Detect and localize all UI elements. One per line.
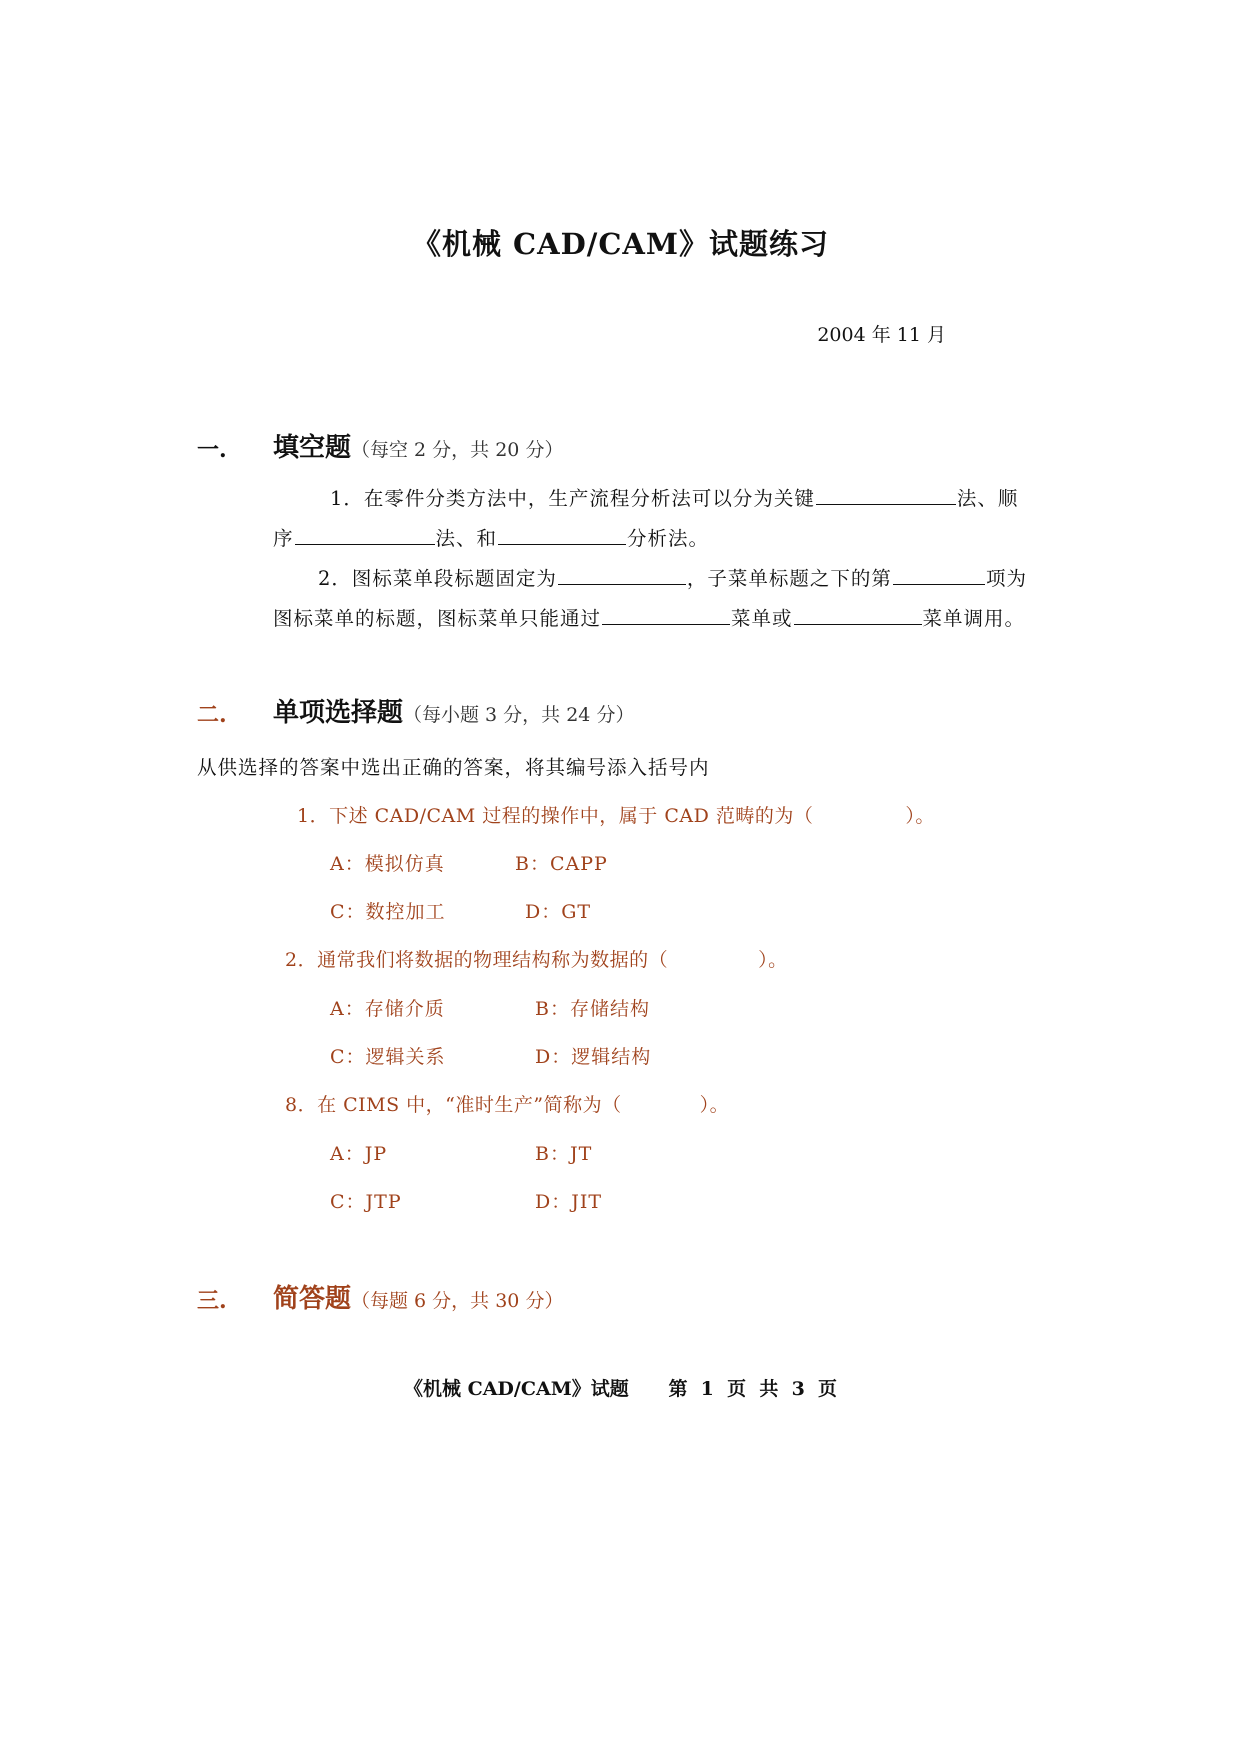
answer-blank [794, 604, 922, 625]
footer-exam-name: 《机械 CAD/CAM》试题 [403, 1378, 629, 1400]
q1-option-d: D：GT [525, 901, 592, 923]
choice-question-2 [285, 945, 788, 972]
section1-heading [273, 427, 563, 464]
answer-blank [295, 524, 435, 545]
section3-title: 简答题 [273, 1284, 352, 1314]
section1-note: （每空 2 分，共 20 分） [351, 439, 564, 461]
q1-option-c: C：数控加工 [330, 901, 446, 923]
section3-number: 三. [197, 1288, 227, 1314]
question-stem-end: ）。 [905, 805, 935, 827]
section2-note: （每小题 3 分，共 24 分） [403, 704, 635, 726]
section2-heading [273, 692, 634, 729]
s1-q1-line2 [273, 523, 709, 551]
s1-q2-l2-end: 菜单调用。 [922, 607, 1026, 630]
q8-option-d: D：JIT [535, 1191, 603, 1213]
section2-number: 二. [197, 702, 227, 728]
s1-q2-l2-mid: 菜单或 [731, 607, 793, 630]
q2-option-d: D：逻辑结构 [535, 1046, 652, 1068]
answer-blank [816, 484, 956, 505]
q8-option-c: C：JTP [330, 1191, 402, 1213]
section3-heading [273, 1278, 563, 1315]
s1-q2-line1 [318, 563, 1027, 591]
q1-option-a: A：模拟仿真 [330, 853, 445, 875]
question-stem-end: ）。 [758, 949, 788, 971]
s1-q2-end: 项为 [985, 567, 1027, 590]
q2-option-a: A：存储介质 [330, 998, 445, 1020]
q2-option-c: C：逻辑关系 [330, 1046, 446, 1068]
s1-q1-line1 [330, 483, 1018, 511]
question-stem: 1．下述 CAD/CAM 过程的操作中，属于 CAD 范畴的为（ [297, 805, 814, 827]
s1-q2-text: 2．图标菜单段标题固定为 [318, 567, 557, 590]
answer-blank [602, 604, 730, 625]
q1-option-b: B：CAPP [515, 853, 608, 875]
question-stem: 8．在 CIMS 中，“准时生产”简称为（ [285, 1094, 622, 1116]
question-stem: 2．通常我们将数据的物理结构称为数据的（ [285, 949, 669, 971]
answer-blank [893, 564, 985, 585]
section1-number: 一. [197, 437, 227, 463]
s1-q1-l2-start: 序 [273, 527, 294, 550]
q8-option-a: A：JP [330, 1143, 388, 1165]
s1-q2-line2 [273, 603, 1025, 631]
s1-q1-l2-end: 分析法。 [627, 527, 710, 550]
page-title: 《机械 CAD/CAM》试题练习 [411, 227, 830, 261]
s1-q1-text: 1．在零件分类方法中，生产流程分析法可以分为关键 [330, 487, 815, 510]
s1-q2-mid: ，子菜单标题之下的第 [686, 567, 892, 590]
s1-q1-end: 法、顺 [956, 487, 1019, 510]
section2-title: 单项选择题 [273, 698, 404, 728]
page-footer [0, 1374, 1241, 1401]
s1-q2-l2-text: 图标菜单的标题，图标菜单只能通过 [273, 607, 602, 630]
q2-option-b: B：存储结构 [535, 998, 650, 1020]
s1-q1-l2-mid: 法、和 [435, 527, 498, 550]
section1-title: 填空题 [273, 433, 352, 463]
footer-page-number: 第 1 页 共 3 页 [668, 1378, 838, 1400]
section3-note: （每题 6 分，共 30 分） [351, 1290, 564, 1312]
question-stem-end: ）。 [699, 1094, 730, 1116]
q8-option-b: B：JT [535, 1143, 593, 1165]
answer-blank [558, 564, 686, 585]
choice-question-1 [297, 801, 935, 828]
choice-question-8 [285, 1090, 729, 1117]
answer-blank [498, 524, 626, 545]
exam-date: 2004 年 11 月 [817, 324, 946, 346]
section2-instruction: 从供选择的答案中选出正确的答案，将其编号添入括号内 [197, 756, 710, 779]
